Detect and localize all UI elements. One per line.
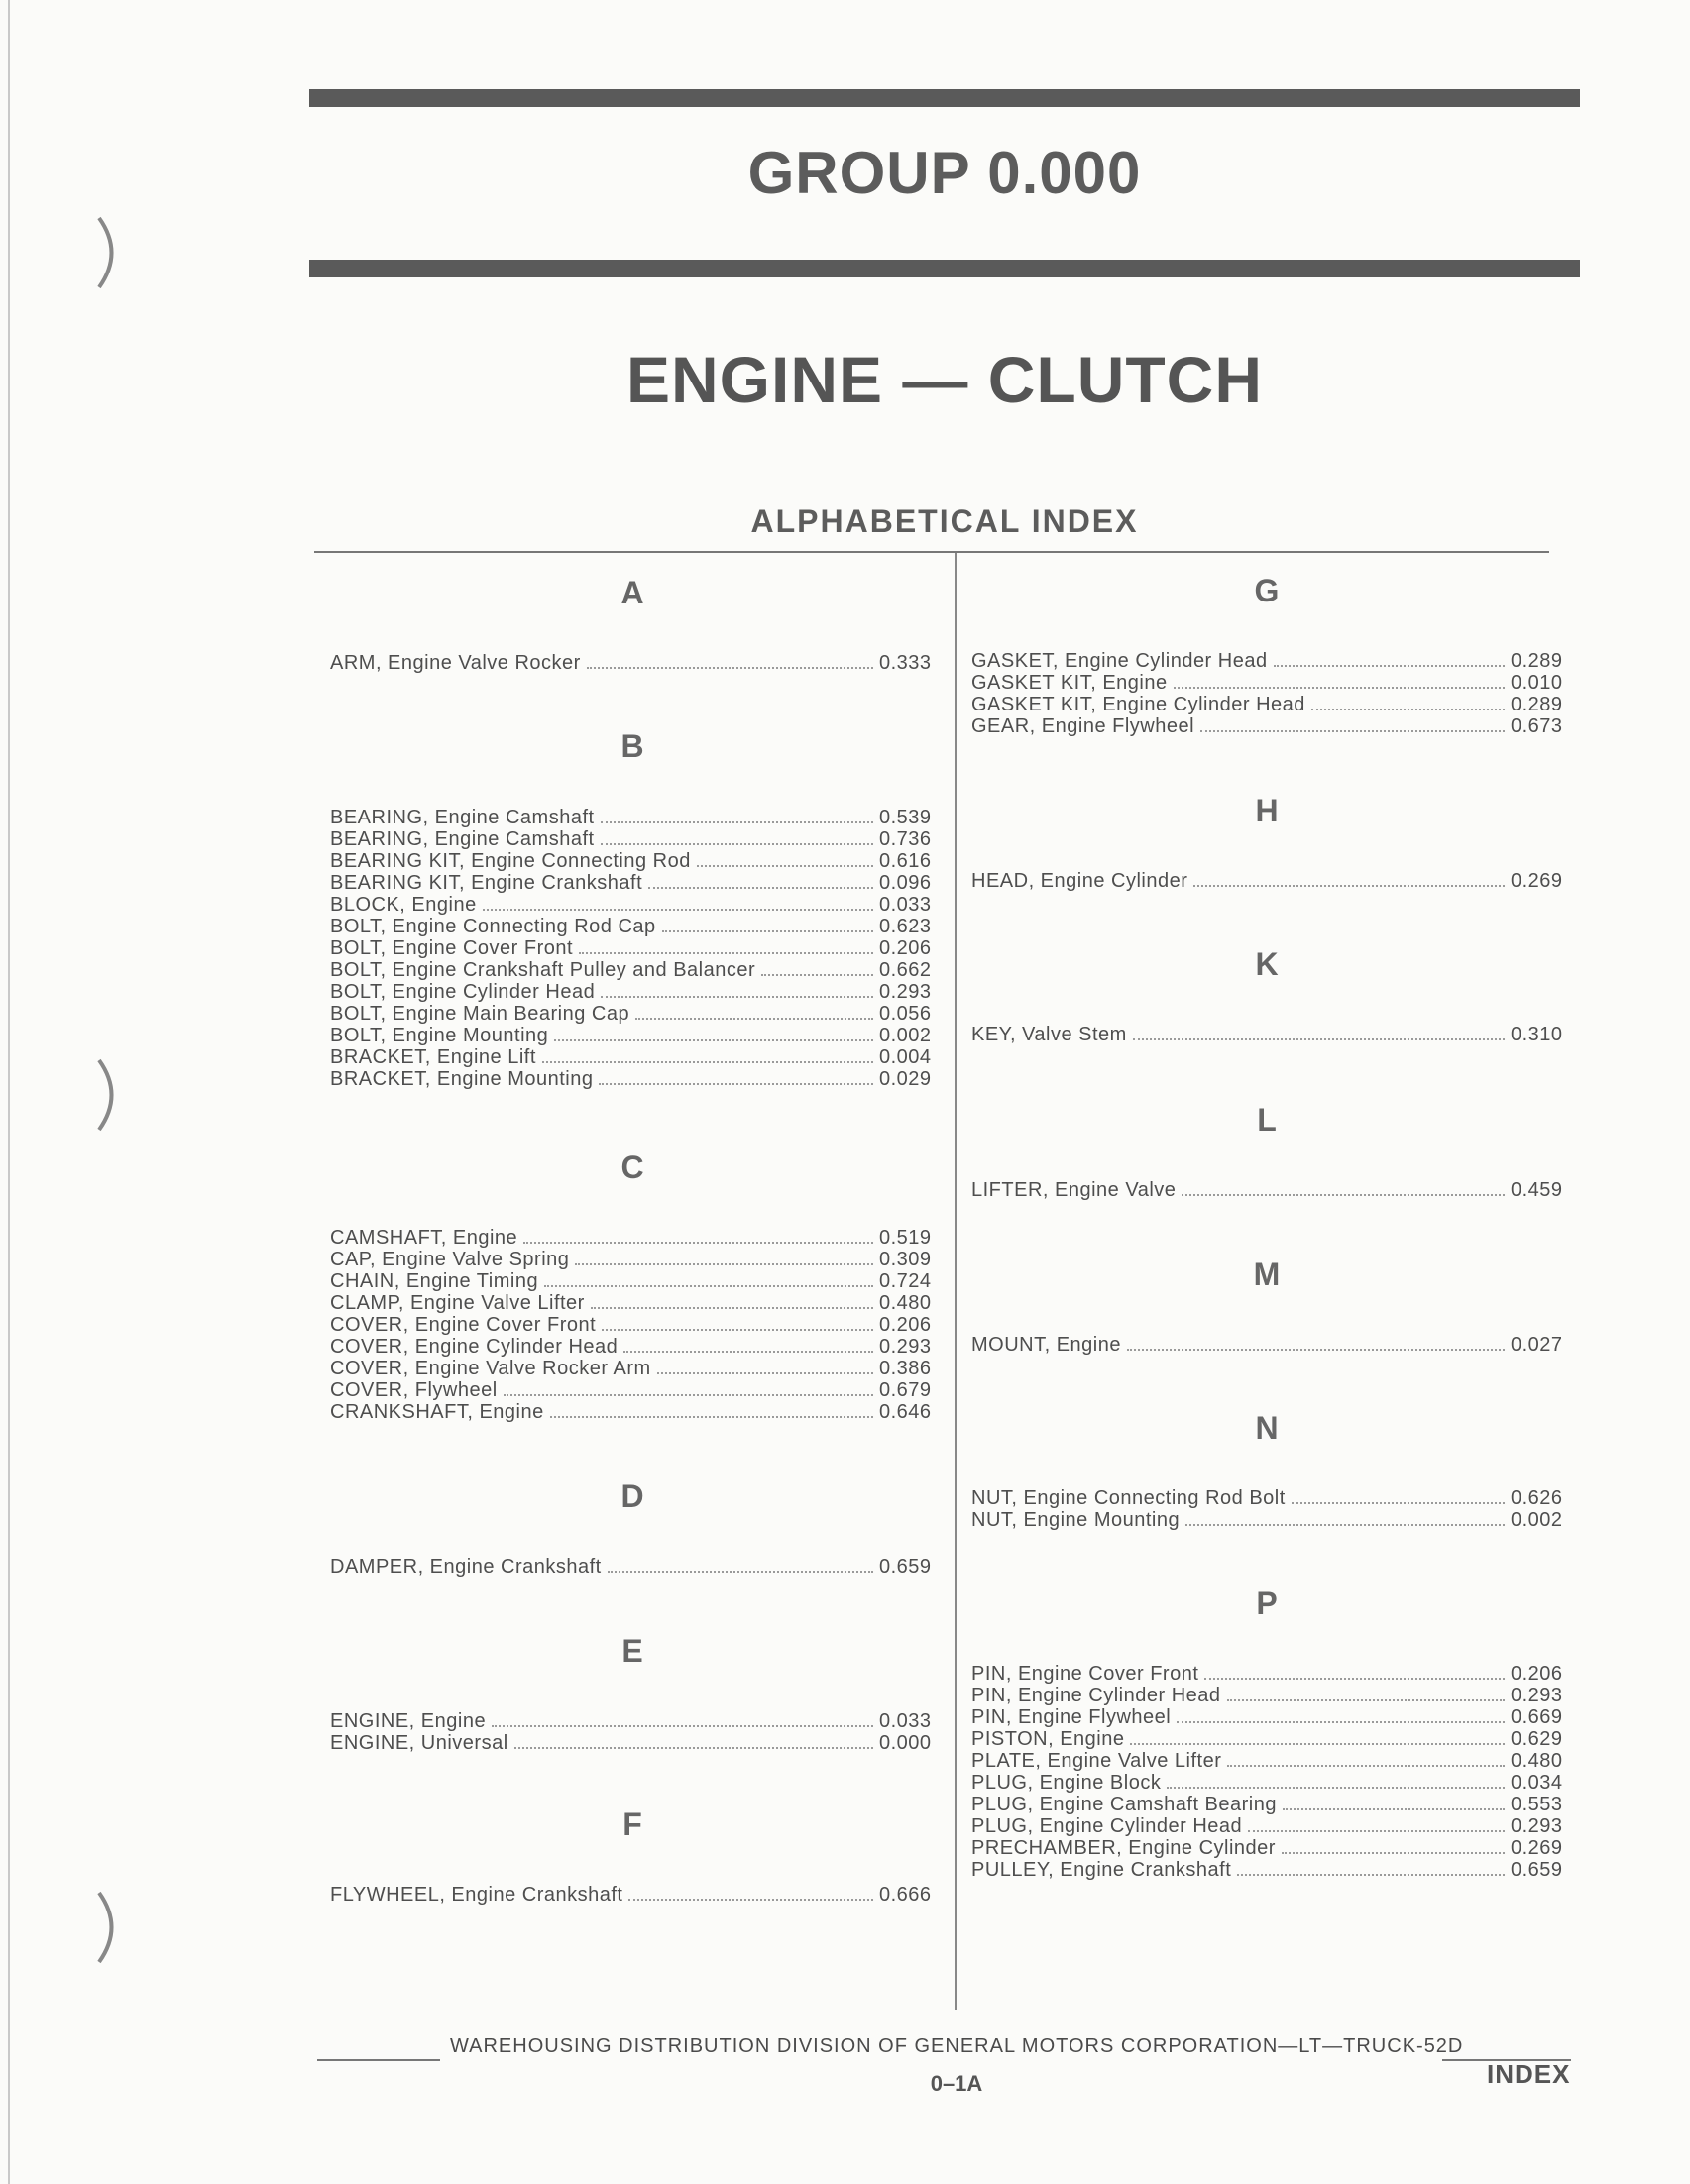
section-letter: G [1254,573,1280,608]
index-entry [971,1334,1570,1356]
entry-group-number: 0.629 [1511,1728,1563,1750]
entry-name: BRACKET, Engine Mounting [330,1068,594,1090]
entry-name: NUT, Engine Mounting [971,1509,1181,1531]
index-entry [971,1837,1570,1859]
index-entry [971,1750,1570,1772]
entry-name: COVER, Flywheel [330,1379,498,1401]
entry-group-number: 0.386 [879,1358,932,1379]
entry-group-number: 0.269 [1511,870,1563,892]
entry-name: BOLT, Engine Mounting [330,1025,549,1046]
index-entry [330,1227,939,1249]
entry-group-number: 0.004 [879,1046,932,1068]
entry-name: PLUG, Engine Camshaft Bearing [971,1794,1277,1815]
entry-group-number: 0.206 [1511,1663,1563,1685]
dot-leader [575,1263,873,1265]
dot-leader [1311,709,1505,710]
entry-group-number: 0.480 [879,1292,932,1314]
entry-name: CAMSHAFT, Engine [330,1227,518,1249]
dot-leader [1177,1721,1505,1723]
section-letter: P [1256,1585,1278,1621]
entry-name: MOUNT, Engine [971,1334,1121,1356]
section-letter: F [622,1806,642,1842]
index-entry [330,1314,939,1336]
index-entry [971,1509,1570,1531]
dot-leader [602,1329,873,1331]
index-entry [971,650,1570,672]
entry-name: GASKET KIT, Engine Cylinder Head [971,694,1305,715]
section-letter: H [1255,793,1279,828]
dot-leader [544,1285,873,1287]
entry-name: BOLT, Engine Main Bearing Cap [330,1003,630,1025]
entry-name: BOLT, Engine Connecting Rod Cap [330,916,656,937]
dot-leader [591,1307,873,1309]
dot-leader [697,865,873,867]
entry-name: LIFTER, Engine Valve [971,1179,1177,1201]
footer-rule-left [317,2059,440,2061]
index-entry [971,1859,1570,1881]
index-entry [330,1884,939,1906]
entry-group-number: 0.553 [1511,1794,1563,1815]
index-entry [971,1815,1570,1837]
entry-name: PLUG, Engine Block [971,1772,1162,1794]
binder-hole-mark [79,208,139,297]
dot-leader [657,1372,873,1374]
dot-leader [1282,1852,1505,1854]
entry-group-number: 0.000 [879,1732,932,1754]
entry-name: ARM, Engine Valve Rocker [330,652,581,674]
dot-leader [648,887,873,889]
entry-name: ENGINE, Universal [330,1732,508,1754]
index-entry [971,1794,1570,1815]
entry-group-number: 0.679 [879,1379,932,1401]
index-entry [330,1401,939,1423]
index-entry [971,1772,1570,1794]
section-letter: A [620,575,644,610]
entry-group-number: 0.623 [879,916,932,937]
page-left-edge [8,0,10,2184]
entry-group-number: 0.539 [879,807,932,828]
dot-leader [1133,1038,1505,1040]
index-entry [330,937,939,959]
dot-leader [492,1725,873,1727]
dot-leader [608,1571,873,1573]
entry-group-number: 0.293 [1511,1685,1563,1706]
index-entry [330,1025,939,1046]
index-entry [330,1068,939,1090]
entry-name: NUT, Engine Connecting Rod Bolt [971,1487,1286,1509]
entry-group-number: 0.310 [1511,1024,1563,1045]
entry-name: CLAMP, Engine Valve Lifter [330,1292,585,1314]
entry-name: BLOCK, Engine [330,894,477,916]
column-divider [955,553,957,2010]
dot-leader [1200,730,1505,732]
entry-name: COVER, Engine Cylinder Head [330,1336,619,1358]
index-entry [330,850,939,872]
index-entry [971,1706,1570,1728]
entry-name: KEY, Valve Stem [971,1024,1127,1045]
dot-leader [523,1242,873,1244]
entry-group-number: 0.459 [1511,1179,1563,1201]
entry-group-number: 0.293 [1511,1815,1563,1837]
dot-leader [635,1018,873,1020]
dot-leader [1193,885,1505,887]
index-entry [971,1179,1570,1201]
entry-group-number: 0.736 [879,828,932,850]
entry-group-number: 0.659 [1511,1859,1563,1881]
entry-group-number: 0.034 [1511,1772,1563,1794]
entry-name: COVER, Engine Valve Rocker Arm [330,1358,651,1379]
entry-group-number: 0.056 [879,1003,932,1025]
header-top-bar [309,89,1580,107]
entry-name: FLYWHEEL, Engine Crankshaft [330,1884,623,1906]
index-entry [330,828,939,850]
index-entry [971,1685,1570,1706]
entry-name: PULLEY, Engine Crankshaft [971,1859,1232,1881]
section-letter: K [1255,946,1279,982]
dot-leader [1130,1743,1505,1745]
index-entry [971,1024,1570,1045]
index-entry [330,1249,939,1270]
dot-leader [550,1416,873,1418]
index-entry [330,1358,939,1379]
entry-group-number: 0.480 [1511,1750,1563,1772]
entry-group-number: 0.333 [879,652,932,674]
index-entry [330,1556,939,1578]
dot-leader [1227,1699,1505,1701]
dot-leader [623,1351,873,1353]
entry-group-number: 0.519 [879,1227,932,1249]
index-entry [971,694,1570,715]
dot-leader [662,930,873,932]
dot-leader [1204,1678,1505,1680]
section-letter: L [1257,1102,1277,1138]
index-entry [330,1732,939,1754]
entry-group-number: 0.724 [879,1270,932,1292]
entry-group-number: 0.293 [879,1336,932,1358]
entry-name: CHAIN, Engine Timing [330,1270,539,1292]
index-entry [330,1292,939,1314]
entry-group-number: 0.269 [1511,1837,1563,1859]
dot-leader [601,996,873,998]
section-letter: B [620,728,644,764]
index-entry [330,916,939,937]
entry-name: BEARING, Engine Camshaft [330,828,595,850]
entry-name: BOLT, Engine Crankshaft Pulley and Balancer [330,959,756,981]
index-entry [330,872,939,894]
index-entry [330,1046,939,1068]
entry-group-number: 0.646 [879,1401,932,1423]
entry-group-number: 0.673 [1511,715,1563,737]
index-entry [330,807,939,828]
entry-name: PRECHAMBER, Engine Cylinder [971,1837,1276,1859]
entry-name: PISTON, Engine [971,1728,1125,1750]
dot-leader [1167,1787,1505,1789]
entry-group-number: 0.289 [1511,694,1563,715]
index-title: ALPHABETICAL INDEX [750,503,1139,539]
dot-leader [1174,687,1505,689]
entry-name: BRACKET, Engine Lift [330,1046,536,1068]
entry-group-number: 0.659 [879,1556,932,1578]
dot-leader [587,667,873,669]
dot-leader [504,1394,873,1396]
entry-group-number: 0.626 [1511,1487,1563,1509]
dot-leader [1248,1830,1505,1832]
dot-leader [628,1899,873,1901]
dot-leader [542,1061,873,1063]
index-entry [330,1003,939,1025]
dot-leader [1283,1808,1505,1810]
index-entry [330,894,939,916]
entry-group-number: 0.002 [1511,1509,1563,1531]
index-entry [971,672,1570,694]
section-letter: N [1255,1410,1279,1446]
entry-group-number: 0.666 [879,1884,932,1906]
entry-name: PLUG, Engine Cylinder Head [971,1815,1243,1837]
entry-group-number: 0.033 [879,894,932,916]
dot-leader [1237,1874,1505,1876]
entry-name: PIN, Engine Cover Front [971,1663,1199,1685]
entry-group-number: 0.029 [879,1068,932,1090]
index-entry [971,870,1570,892]
index-entry [971,1663,1570,1685]
entry-name: BEARING KIT, Engine Connecting Rod [330,850,691,872]
entry-name: BEARING KIT, Engine Crankshaft [330,872,643,894]
entry-group-number: 0.096 [879,872,932,894]
section-letter: C [620,1149,644,1185]
section-letter: D [620,1478,644,1514]
index-label: INDEX [1487,2059,1571,2089]
dot-leader [483,909,873,911]
entry-name: PLATE, Engine Valve Lifter [971,1750,1222,1772]
index-entry [330,1379,939,1401]
dot-leader [601,843,873,845]
entry-group-number: 0.616 [879,850,932,872]
entry-name: BOLT, Engine Cover Front [330,937,574,959]
dot-leader [1127,1349,1505,1351]
entry-group-number: 0.033 [879,1710,932,1732]
dot-leader [514,1747,873,1749]
dot-leader [761,974,873,976]
dot-leader [1274,665,1505,667]
entry-group-number: 0.289 [1511,650,1563,672]
entry-name: CRANKSHAFT, Engine [330,1401,544,1423]
entry-name: GASKET, Engine Cylinder Head [971,650,1268,672]
dot-leader [554,1039,873,1041]
entry-name: CAP, Engine Valve Spring [330,1249,570,1270]
entry-name: BEARING, Engine Camshaft [330,807,595,828]
entry-name: PIN, Engine Cylinder Head [971,1685,1221,1706]
header-bottom-bar [309,260,1580,277]
index-entry [330,959,939,981]
index-entry [330,1336,939,1358]
entry-group-number: 0.206 [879,937,932,959]
dot-leader [1227,1765,1505,1767]
entry-group-number: 0.027 [1511,1334,1563,1356]
entry-name: ENGINE, Engine [330,1710,487,1732]
entry-group-number: 0.309 [879,1249,932,1270]
index-entry [971,1728,1570,1750]
dot-leader [601,821,873,823]
dot-leader [1292,1502,1505,1504]
dot-leader [1182,1194,1505,1196]
page-number: 0–1A [930,2071,983,2096]
index-entry [330,652,939,674]
index-entry [971,1487,1570,1509]
entry-group-number: 0.002 [879,1025,932,1046]
index-top-rule [314,551,1549,553]
entry-group-number: 0.206 [879,1314,932,1336]
section-letter: E [621,1633,643,1669]
binder-hole-mark [79,1883,139,1972]
entry-name: HEAD, Engine Cylinder [971,870,1188,892]
dot-leader [599,1083,873,1085]
entry-name: PIN, Engine Flywheel [971,1706,1172,1728]
entry-group-number: 0.669 [1511,1706,1563,1728]
index-entry [330,1710,939,1732]
footer-text: WAREHOUSING DISTRIBUTION DIVISION OF GENERAL MOTORS CORPORATION—LT—TRUCK-52D [450,2035,1464,2057]
entry-group-number: 0.010 [1511,672,1563,694]
entry-name: DAMPER, Engine Crankshaft [330,1556,602,1578]
section-title: ENGINE — CLUTCH [626,343,1263,416]
section-letter: M [1253,1256,1281,1292]
index-entry [971,715,1570,737]
dot-leader [579,952,873,954]
entry-name: COVER, Engine Cover Front [330,1314,597,1336]
group-title: GROUP 0.000 [747,140,1142,206]
entry-group-number: 0.293 [879,981,932,1003]
entry-name: GASKET KIT, Engine [971,672,1168,694]
index-entry [330,981,939,1003]
entry-group-number: 0.662 [879,959,932,981]
index-entry [330,1270,939,1292]
dot-leader [1185,1524,1505,1526]
entry-name: BOLT, Engine Cylinder Head [330,981,596,1003]
binder-hole-mark [79,1050,139,1140]
entry-name: GEAR, Engine Flywheel [971,715,1195,737]
